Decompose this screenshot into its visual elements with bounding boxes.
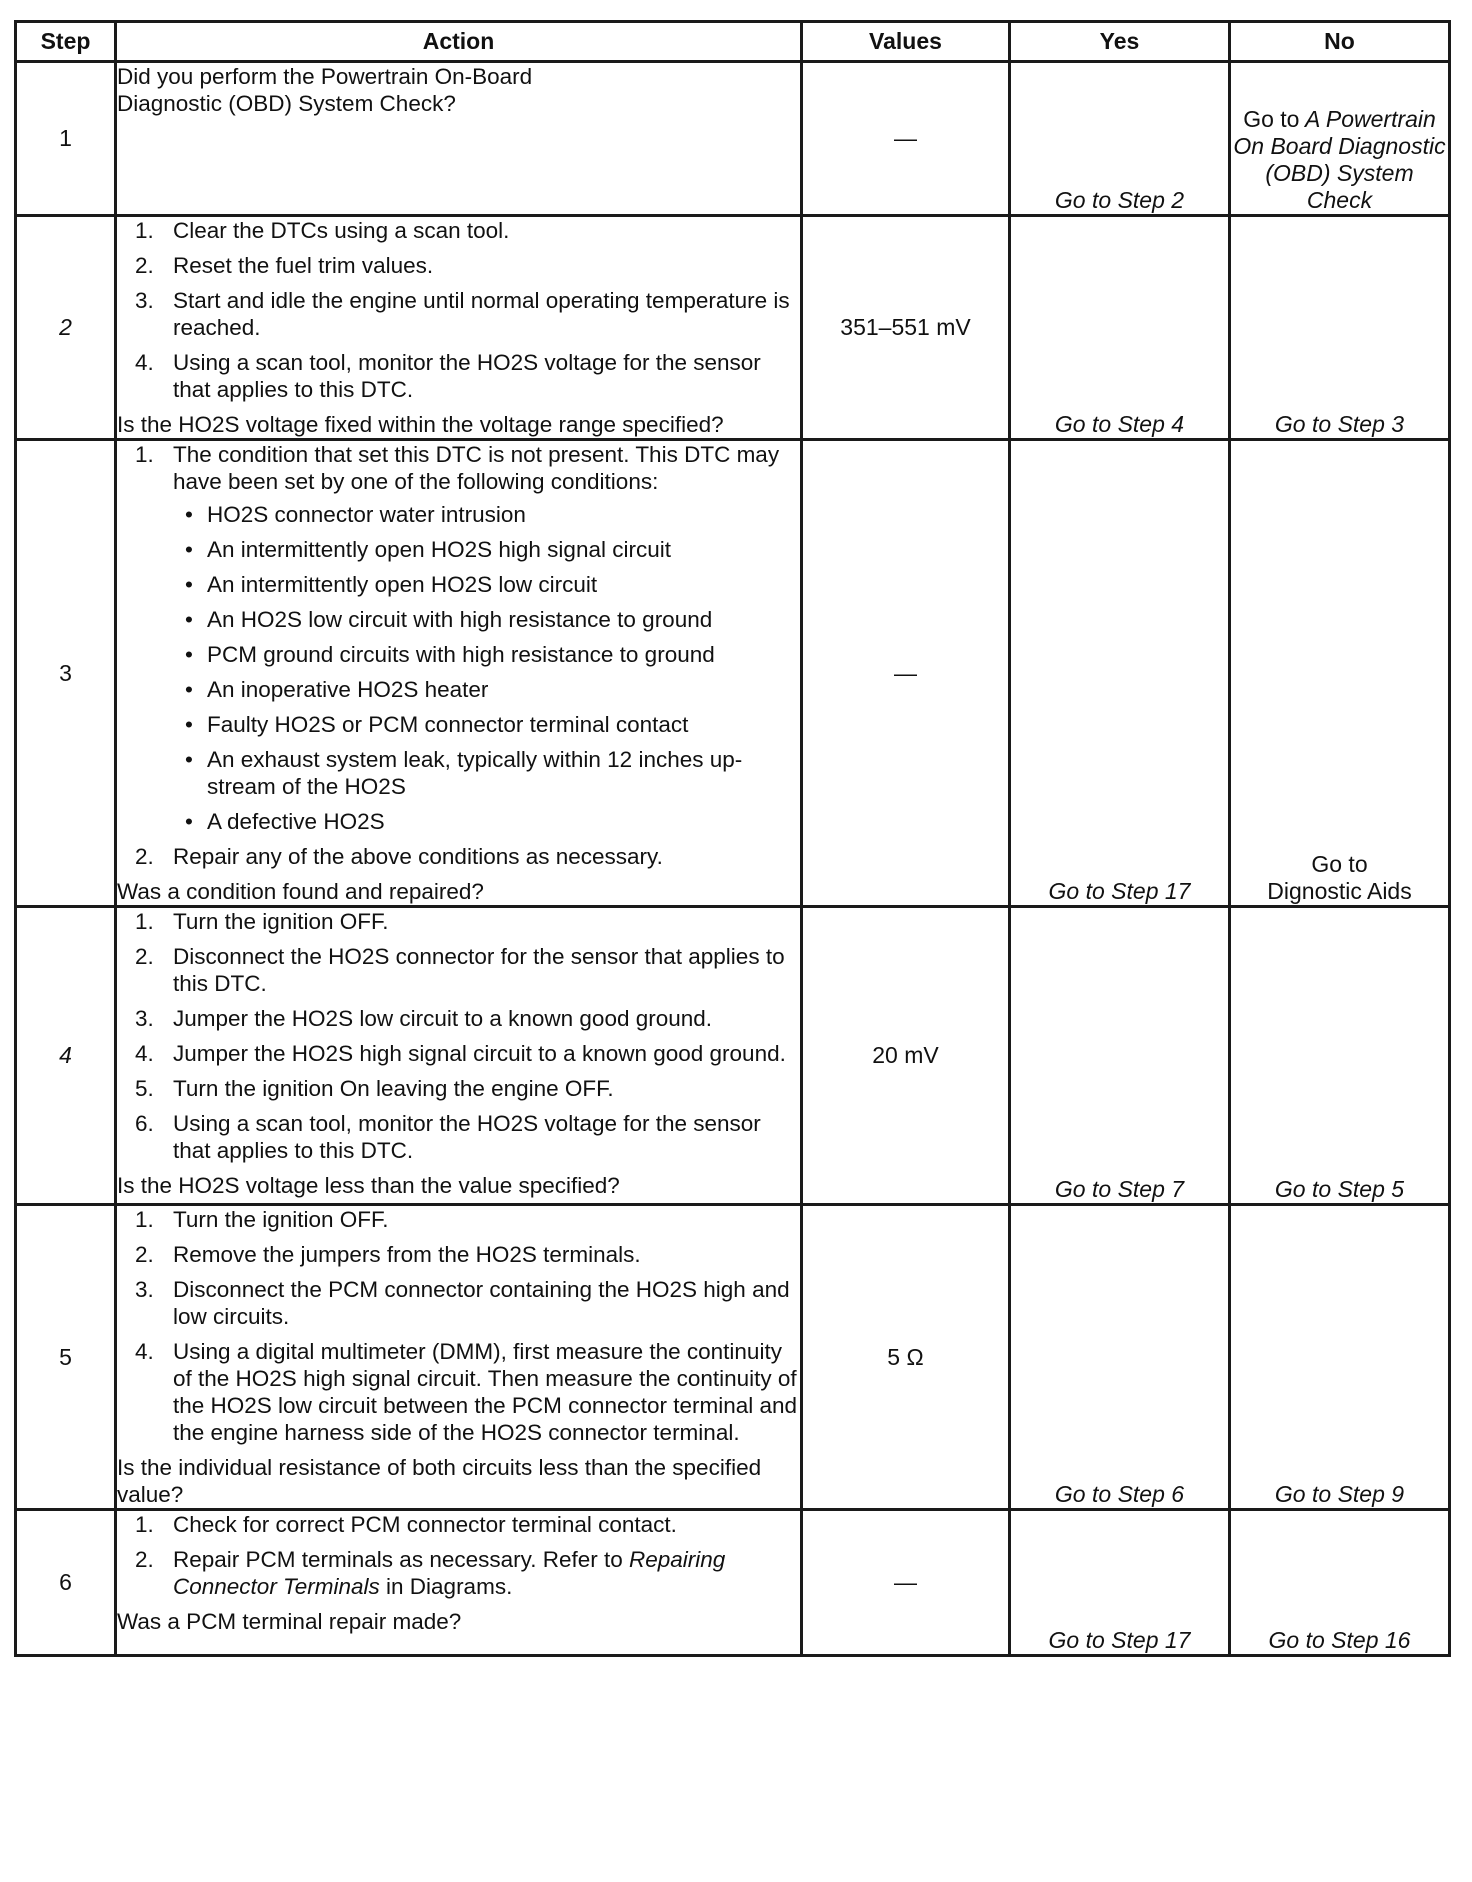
header-no: No	[1230, 22, 1450, 62]
action-step: 4. Using a scan tool, monitor the HO2S voltage for the sensor that applies to this DTC.	[135, 350, 761, 402]
diagnostic-table	[14, 20, 1451, 1657]
list-item: • An intermittently open HO2S high signal circuit	[185, 537, 671, 562]
action-cell	[116, 907, 802, 1205]
header-yes: Yes	[1010, 22, 1230, 62]
action-steps	[117, 908, 800, 1164]
list-item: • A defective HO2S	[185, 809, 385, 834]
no-cell: Go to Step 5	[1230, 907, 1450, 1205]
action-cell	[116, 62, 802, 216]
list-item: • An intermittently open HO2S low circuit	[185, 572, 598, 597]
condition-list	[173, 501, 800, 835]
table-row-step-2	[16, 216, 1450, 440]
table-row-step-3	[16, 440, 1450, 907]
action-question: Was a condition found and repaired?	[117, 879, 484, 904]
action-step: 2. Remove the jumpers from the HO2S terminals.	[135, 1242, 641, 1267]
action-question: Is the HO2S voltage fixed within the voltage range specified?	[117, 412, 724, 437]
header-values: Values	[802, 22, 1010, 62]
list-item: • Faulty HO2S or PCM connector terminal contact	[185, 712, 689, 737]
action-step: 2. Repair PCM terminals as necessary. Refer to Repairing Connector Terminals in Diagrams.	[135, 1547, 726, 1599]
value-cell: 20 mV	[802, 907, 1010, 1205]
yes-cell: Go to Step 2	[1010, 62, 1230, 216]
list-item: • An HO2S low circuit with high resistance to ground	[185, 607, 713, 632]
value-cell: —	[802, 440, 1010, 907]
no-cell: Go to Step 16	[1230, 1510, 1450, 1656]
action-step: 2. Repair any of the above conditions as necessary.	[135, 844, 663, 869]
action-cell	[116, 216, 802, 440]
no-cell: Go to Step 3	[1230, 216, 1450, 440]
action-question: Did you perform the Powertrain On-Board Diagnostic (OBD) System Check?	[117, 64, 533, 116]
list-item: • An inoperative HO2S heater	[185, 677, 489, 702]
action-step: 3. Start and idle the engine until normal operating temperature is reached.	[135, 288, 790, 340]
list-item: • PCM ground circuits with high resistance to ground	[185, 642, 715, 667]
action-steps	[117, 441, 800, 870]
header-row	[16, 22, 1450, 62]
action-step: 1. Turn the ignition OFF.	[135, 909, 389, 934]
action-step: 6. Using a scan tool, monitor the HO2S voltage for the sensor that applies to this DTC.	[135, 1111, 761, 1163]
action-cell	[116, 440, 802, 907]
yes-cell: Go to Step 4	[1010, 216, 1230, 440]
yes-cell: Go to Step 7	[1010, 907, 1230, 1205]
action-steps	[117, 1511, 800, 1600]
reference-title: Repairing Connector Terminals	[173, 1547, 726, 1599]
no-cell: Go to Step 9	[1230, 1205, 1450, 1510]
action-step: 3. Jumper the HO2S low circuit to a known good ground.	[135, 1006, 713, 1031]
action-question: Was a PCM terminal repair made?	[117, 1609, 462, 1634]
action-step: 1. Turn the ignition OFF.	[135, 1207, 389, 1232]
action-step: 5. Turn the ignition On leaving the engine OFF.	[135, 1076, 614, 1101]
action-cell	[116, 1205, 802, 1510]
action-steps	[117, 1206, 800, 1446]
step-number: 5	[16, 1205, 116, 1510]
yes-cell: Go to Step 6	[1010, 1205, 1230, 1510]
step-number: 4	[16, 907, 116, 1205]
table-row-step-1	[16, 62, 1450, 216]
action-step: 1. Clear the DTCs using a scan tool.	[135, 218, 510, 243]
yes-cell: Go to Step 17	[1010, 1510, 1230, 1656]
step-number: 3	[16, 440, 116, 907]
action-step: 1. Check for correct PCM connector terminal contact.	[135, 1512, 677, 1537]
value-cell: 5 Ω	[802, 1205, 1010, 1510]
header-action: Action	[116, 22, 802, 62]
no-line-2: Dignostic Aids	[1267, 878, 1412, 904]
step-number: 6	[16, 1510, 116, 1656]
no-link-text: A Powertrain On Board Diagnostic (OBD) System Check	[1233, 106, 1446, 213]
action-step: 2. Reset the fuel trim values.	[135, 253, 434, 278]
list-item: • An exhaust system leak, typically within 12 inches up-stream of the HO2S	[185, 747, 743, 799]
action-step: 3. Disconnect the PCM connector containing the HO2S high and low circuits.	[135, 1277, 790, 1329]
step-number: 2	[16, 216, 116, 440]
action-step: 2. Disconnect the HO2S connector for the sensor that applies to this DTC.	[135, 944, 785, 996]
action-step: 1. The condition that set this DTC is not present. This DTC may have been set by one of the following conditions: • HO2S connector water intrusion • An intermittently open HO2S high signal circuit • An intermittently open HO2S low circuit • An HO2S low circuit with high resistance to ground • PCM ground circuits with high resistance to ground • An inoperative HO2S heater • Faulty HO2S or PCM connector terminal contact • An exhaust system leak, typically within 12 inches up-stream of the HO2S • A defective HO2S	[117, 441, 800, 835]
value-cell: 351–551 mV	[802, 216, 1010, 440]
table-row-step-4	[16, 907, 1450, 1205]
table-row-step-5	[16, 1205, 1450, 1510]
value-cell: —	[802, 1510, 1010, 1656]
no-cell	[1230, 440, 1450, 907]
list-item: • HO2S connector water intrusion	[185, 502, 526, 527]
header-step: Step	[16, 22, 116, 62]
action-cell	[116, 1510, 802, 1656]
step-number: 1	[16, 62, 116, 216]
action-question: Is the HO2S voltage less than the value specified?	[117, 1173, 620, 1198]
action-step: 4. Using a digital multimeter (DMM), first measure the continuity of the HO2S high signal circuit. Then measure the continuity of the HO2S low circuit between the PCM connector terminal and the engine harness side of the HO2S connector terminal.	[135, 1339, 798, 1445]
action-steps	[117, 217, 800, 403]
action-question: Is the individual resistance of both circuits less than the specified value?	[117, 1455, 762, 1507]
value-cell: —	[802, 62, 1010, 216]
yes-cell: Go to Step 17	[1010, 440, 1230, 907]
no-line-1: Go to	[1311, 851, 1368, 877]
no-prefix: Go to	[1243, 106, 1300, 132]
table-row-step-6	[16, 1510, 1450, 1656]
no-cell	[1230, 62, 1450, 216]
action-step: 4. Jumper the HO2S high signal circuit to a known good ground.	[135, 1041, 786, 1066]
